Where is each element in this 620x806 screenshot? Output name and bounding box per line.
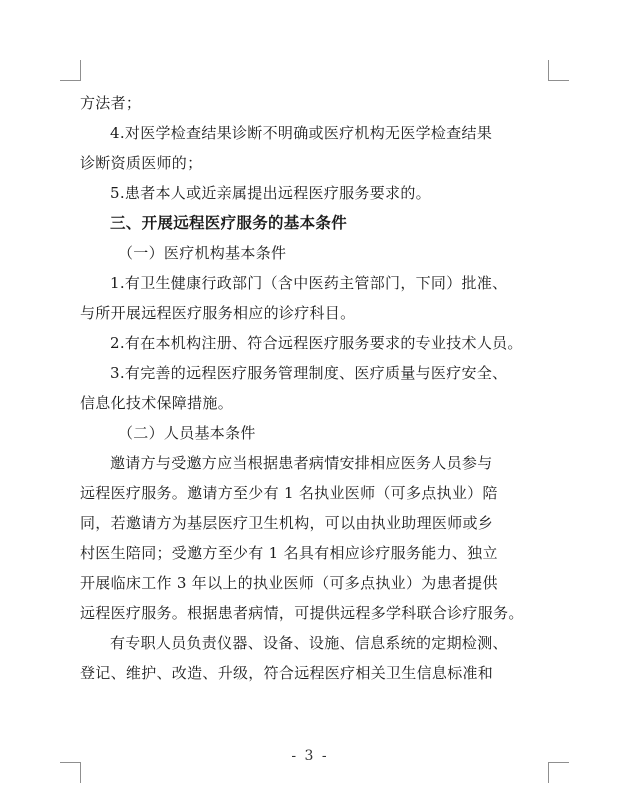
crop-mark-top-right bbox=[548, 60, 569, 81]
body-line: 与所开展远程医疗服务相应的诊疗科目。 bbox=[80, 304, 356, 322]
paragraph-line: 邀请方与受邀方应当根据患者病情安排相应医务人员参与 bbox=[110, 454, 493, 472]
subsection-heading: （一）医疗机构基本条件 bbox=[118, 244, 287, 262]
list-item: 5.患者本人或近亲属提出远程医疗服务要求的。 bbox=[110, 184, 431, 202]
body-line: 诊断资质医师的； bbox=[80, 154, 203, 172]
paragraph-line: 开展临床工作 3 年以上的执业医师（可多点执业）为患者提供 bbox=[80, 574, 498, 592]
paragraph-line: 有专职人员负责仪器、设备、设施、信息系统的定期检测、 bbox=[110, 634, 508, 652]
list-item: 4.对医学检查结果诊断不明确或医疗机构无医学检查结果 bbox=[110, 124, 493, 142]
list-item: 2.有在本机构注册、符合远程医疗服务要求的专业技术人员。 bbox=[110, 334, 523, 352]
paragraph-line: 同，若邀请方为基层医疗卫生机构，可以由执业助理医师或乡 bbox=[80, 514, 494, 532]
crop-mark-top-left bbox=[60, 60, 81, 81]
crop-mark-bottom-right bbox=[548, 762, 569, 783]
paragraph-line: 村医生陪同；受邀方至少有 1 名具有相应诊疗服务能力、独立 bbox=[80, 544, 498, 562]
list-item: 3.有完善的远程医疗服务管理制度、医疗质量与医疗安全、 bbox=[110, 364, 508, 382]
crop-mark-bottom-left bbox=[60, 762, 81, 783]
paragraph-line: 远程医疗服务。邀请方至少有 1 名执业医师（可多点执业）陪 bbox=[80, 484, 498, 502]
paragraph-line: 远程医疗服务。根据患者病情，可提供远程多学科联合诊疗服务。 bbox=[80, 604, 524, 622]
page-number: - 3 - bbox=[291, 748, 329, 764]
section-heading: 三、开展远程医疗服务的基本条件 bbox=[110, 214, 348, 232]
body-line: 方法者； bbox=[80, 94, 142, 112]
list-item: 1.有卫生健康行政部门（含中医药主管部门，下同）批准、 bbox=[110, 274, 508, 292]
paragraph-line: 登记、维护、改造、升级，符合远程医疗相关卫生信息标准和 bbox=[80, 664, 494, 682]
document-body bbox=[80, 88, 548, 688]
subsection-heading: （二）人员基本条件 bbox=[118, 424, 256, 442]
body-line: 信息化技术保障措施。 bbox=[80, 394, 234, 412]
